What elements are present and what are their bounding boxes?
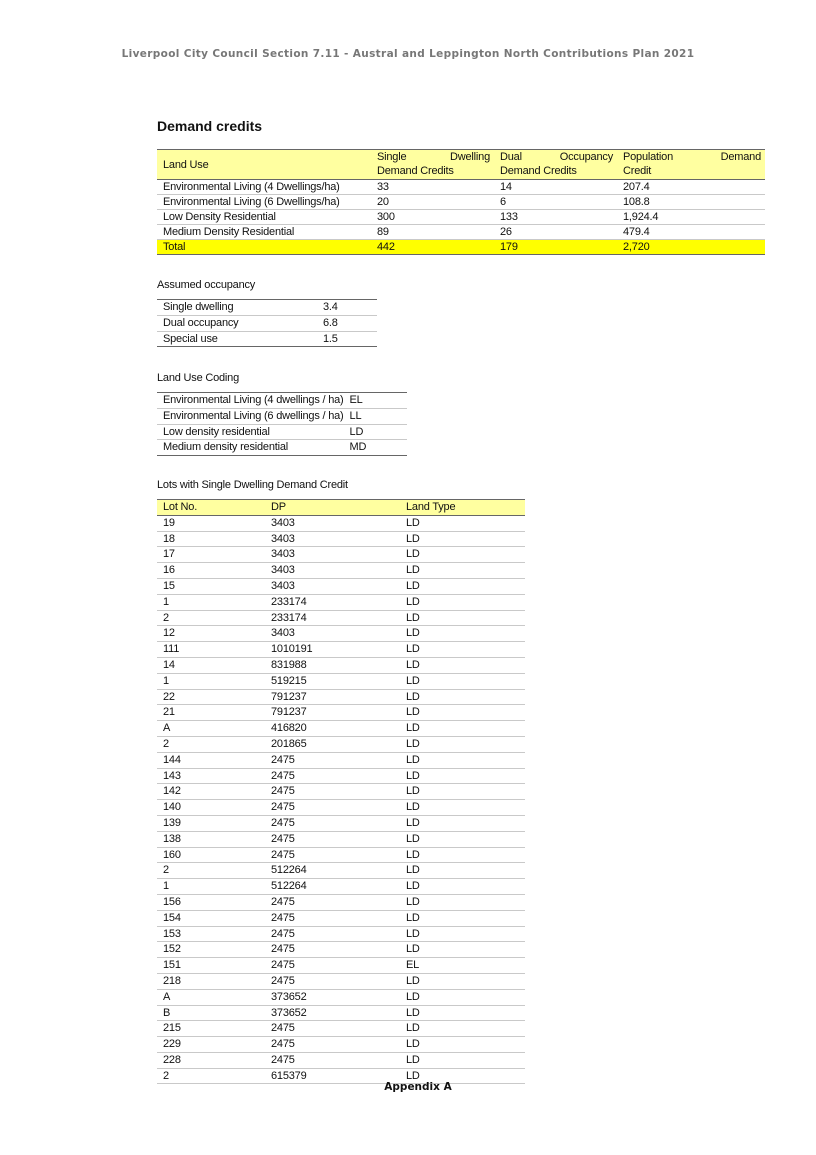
cell-type: LD <box>400 800 525 816</box>
cell-dp: 2475 <box>265 847 400 863</box>
lots-table <box>157 499 525 1084</box>
cell-label: Medium density residential <box>157 440 344 456</box>
cell-lot: 228 <box>157 1052 265 1068</box>
cell-dp: 2475 <box>265 831 400 847</box>
cell-dp: 373652 <box>265 1005 400 1021</box>
cell-dual: 6 <box>494 195 617 210</box>
cell-lot: 160 <box>157 847 265 863</box>
table-row <box>157 705 525 721</box>
table-row <box>157 879 525 895</box>
cell-label: Low density residential <box>157 424 344 440</box>
table-row <box>157 784 525 800</box>
cell-pop: 479.4 <box>617 225 765 240</box>
cell-pop: 108.8 <box>617 195 765 210</box>
cell-type: LD <box>400 879 525 895</box>
cell-lot: 154 <box>157 910 265 926</box>
cell-dp: 2475 <box>265 942 400 958</box>
cell-lot: 22 <box>157 689 265 705</box>
table-row <box>157 440 407 456</box>
header-dual-word-1: Dual <box>500 151 522 163</box>
cell-dp: 201865 <box>265 736 400 752</box>
cell-lot: 138 <box>157 831 265 847</box>
table-row <box>157 673 525 689</box>
total-population: 2,720 <box>617 240 765 255</box>
cell-type: LD <box>400 1068 525 1084</box>
cell-lot: 153 <box>157 926 265 942</box>
table-row <box>157 408 407 424</box>
cell-type: LD <box>400 610 525 626</box>
table-row <box>157 1005 525 1021</box>
cell-dp: 519215 <box>265 673 400 689</box>
land-use-coding-table <box>157 392 407 456</box>
land-use-coding-caption: Land Use Coding <box>157 372 240 384</box>
cell-dual: 133 <box>494 210 617 225</box>
header-dp: DP <box>265 500 400 516</box>
cell-type: LD <box>400 831 525 847</box>
cell-dp: 3403 <box>265 578 400 594</box>
header-land-type: Land Type <box>400 500 525 516</box>
cell-type: LD <box>400 942 525 958</box>
cell-dp: 3403 <box>265 626 400 642</box>
cell-dual: 26 <box>494 225 617 240</box>
cell-dp: 3403 <box>265 547 400 563</box>
table-row <box>157 689 525 705</box>
header-population-demand <box>617 150 765 180</box>
header-single-word-2: Dwelling <box>450 151 490 163</box>
header-pop-word-2: Demand <box>720 151 761 163</box>
header-lot-no: Lot No. <box>157 500 265 516</box>
cell-lot: 2 <box>157 610 265 626</box>
cell-single: 89 <box>371 225 494 240</box>
cell-dp: 2475 <box>265 1052 400 1068</box>
table-row <box>157 831 525 847</box>
table-row <box>157 800 525 816</box>
cell-lot: 18 <box>157 531 265 547</box>
cell-dp: 512264 <box>265 863 400 879</box>
cell-value: 1.5 <box>317 331 377 347</box>
cell-pop: 1,924.4 <box>617 210 765 225</box>
cell-dp: 373652 <box>265 989 400 1005</box>
header-single-dwelling <box>371 150 494 180</box>
cell-type: LD <box>400 563 525 579</box>
cell-lot: A <box>157 989 265 1005</box>
table-row <box>157 1052 525 1068</box>
cell-type: LD <box>400 926 525 942</box>
assumed-occupancy-caption: Assumed occupancy <box>157 279 256 291</box>
header-dual-occupancy <box>494 150 617 180</box>
cell-code: MD <box>344 440 407 456</box>
demand-credits-title: Demand credits <box>157 118 263 134</box>
cell-type: LD <box>400 1037 525 1053</box>
cell-type: LD <box>400 784 525 800</box>
cell-land_use: Environmental Living (4 Dwellings/ha) <box>157 180 371 195</box>
table-row <box>157 657 525 673</box>
header-single-word-3: Demand Credits <box>377 165 454 177</box>
table-row <box>157 815 525 831</box>
table-row <box>157 180 765 195</box>
header-dual-word-2: Occupancy <box>559 151 613 163</box>
cell-type: LD <box>400 515 525 531</box>
table-row <box>157 847 525 863</box>
table-row <box>157 315 377 331</box>
cell-value: 3.4 <box>317 300 377 316</box>
cell-type: LD <box>400 705 525 721</box>
cell-land_use: Environmental Living (6 Dwellings/ha) <box>157 195 371 210</box>
cell-single: 33 <box>371 180 494 195</box>
cell-type: LD <box>400 1005 525 1021</box>
cell-lot: 139 <box>157 815 265 831</box>
cell-type: LD <box>400 547 525 563</box>
table-row <box>157 958 525 974</box>
demand-credits-total-row <box>157 240 765 255</box>
cell-dp: 2475 <box>265 1021 400 1037</box>
cell-land_use: Low Density Residential <box>157 210 371 225</box>
table-row <box>157 642 525 658</box>
cell-dp: 2475 <box>265 768 400 784</box>
lots-caption: Lots with Single Dwelling Demand Credit <box>157 479 348 491</box>
cell-lot: 143 <box>157 768 265 784</box>
page-header: Liverpool City Council Section 7.11 - Austral and Leppington North Contributions Plan 2021 <box>121 48 695 60</box>
cell-lot: B <box>157 1005 265 1021</box>
table-row <box>157 578 525 594</box>
cell-dp: 3403 <box>265 563 400 579</box>
cell-type: LD <box>400 642 525 658</box>
cell-single: 20 <box>371 195 494 210</box>
cell-dp: 2475 <box>265 926 400 942</box>
cell-dp: 3403 <box>265 531 400 547</box>
demand-credits-header-row <box>157 150 765 180</box>
table-row <box>157 225 765 240</box>
cell-lot: 12 <box>157 626 265 642</box>
cell-dp: 2475 <box>265 1037 400 1053</box>
cell-type: LD <box>400 1052 525 1068</box>
cell-type: LD <box>400 973 525 989</box>
cell-type: LD <box>400 752 525 768</box>
cell-lot: 218 <box>157 973 265 989</box>
cell-dp: 2475 <box>265 784 400 800</box>
cell-lot: 1 <box>157 879 265 895</box>
cell-label: Single dwelling <box>157 300 317 316</box>
cell-pop: 207.4 <box>617 180 765 195</box>
table-row <box>157 894 525 910</box>
table-row <box>157 752 525 768</box>
cell-dp: 615379 <box>265 1068 400 1084</box>
table-row <box>157 195 765 210</box>
cell-code: EL <box>344 393 407 409</box>
cell-type: LD <box>400 863 525 879</box>
table-row <box>157 942 525 958</box>
table-row <box>157 973 525 989</box>
cell-lot: 21 <box>157 705 265 721</box>
cell-label: Dual occupancy <box>157 315 317 331</box>
cell-lot: A <box>157 721 265 737</box>
cell-lot: 1 <box>157 594 265 610</box>
cell-lot: 2 <box>157 1068 265 1084</box>
cell-type: LD <box>400 657 525 673</box>
cell-type: LD <box>400 894 525 910</box>
table-row <box>157 531 525 547</box>
cell-type: EL <box>400 958 525 974</box>
table-row <box>157 594 525 610</box>
cell-type: LD <box>400 768 525 784</box>
total-label: Total <box>157 240 371 255</box>
total-dual: 179 <box>494 240 617 255</box>
table-row <box>157 863 525 879</box>
cell-code: LD <box>344 424 407 440</box>
cell-dp: 791237 <box>265 689 400 705</box>
table-row <box>157 926 525 942</box>
assumed-occupancy-table <box>157 299 377 347</box>
cell-dp: 2475 <box>265 958 400 974</box>
table-row <box>157 910 525 926</box>
cell-type: LD <box>400 626 525 642</box>
table-row <box>157 626 525 642</box>
cell-dp: 2475 <box>265 973 400 989</box>
cell-dp: 2475 <box>265 815 400 831</box>
cell-land_use: Medium Density Residential <box>157 225 371 240</box>
table-row <box>157 1037 525 1053</box>
cell-lot: 140 <box>157 800 265 816</box>
cell-dp: 2475 <box>265 800 400 816</box>
cell-lot: 19 <box>157 515 265 531</box>
table-row <box>157 424 407 440</box>
cell-type: LD <box>400 578 525 594</box>
table-row <box>157 736 525 752</box>
cell-dual: 14 <box>494 180 617 195</box>
cell-lot: 2 <box>157 736 265 752</box>
cell-dp: 831988 <box>265 657 400 673</box>
cell-dp: 1010191 <box>265 642 400 658</box>
cell-lot: 1 <box>157 673 265 689</box>
cell-lot: 17 <box>157 547 265 563</box>
cell-lot: 111 <box>157 642 265 658</box>
cell-code: LL <box>344 408 407 424</box>
table-row <box>157 393 407 409</box>
cell-lot: 144 <box>157 752 265 768</box>
table-row <box>157 563 525 579</box>
table-row <box>157 989 525 1005</box>
cell-type: LD <box>400 531 525 547</box>
cell-type: LD <box>400 721 525 737</box>
header-land-use: Land Use <box>157 150 371 180</box>
cell-lot: 142 <box>157 784 265 800</box>
table-row <box>157 331 377 347</box>
cell-lot: 152 <box>157 942 265 958</box>
table-row <box>157 300 377 316</box>
cell-type: LD <box>400 815 525 831</box>
cell-dp: 416820 <box>265 721 400 737</box>
cell-dp: 2475 <box>265 910 400 926</box>
cell-dp: 512264 <box>265 879 400 895</box>
cell-lot: 14 <box>157 657 265 673</box>
cell-lot: 15 <box>157 578 265 594</box>
table-row <box>157 1021 525 1037</box>
header-pop-word-3: Credit <box>623 165 652 177</box>
header-dual-word-3: Demand Credits <box>500 165 577 177</box>
cell-type: LD <box>400 673 525 689</box>
cell-label: Environmental Living (6 dwellings / ha) <box>157 408 344 424</box>
cell-dp: 2475 <box>265 894 400 910</box>
cell-value: 6.8 <box>317 315 377 331</box>
cell-label: Special use <box>157 331 317 347</box>
demand-credits-table <box>157 149 765 255</box>
cell-type: LD <box>400 736 525 752</box>
cell-dp: 3403 <box>265 515 400 531</box>
cell-type: LD <box>400 847 525 863</box>
cell-type: LD <box>400 689 525 705</box>
cell-dp: 2475 <box>265 752 400 768</box>
cell-type: LD <box>400 910 525 926</box>
lots-header-row <box>157 500 525 516</box>
table-row <box>157 515 525 531</box>
cell-dp: 791237 <box>265 705 400 721</box>
cell-lot: 151 <box>157 958 265 974</box>
cell-type: LD <box>400 989 525 1005</box>
header-pop-word-1: Population <box>623 151 673 163</box>
cell-type: LD <box>400 1021 525 1037</box>
cell-lot: 215 <box>157 1021 265 1037</box>
cell-lot: 156 <box>157 894 265 910</box>
table-row <box>157 547 525 563</box>
cell-lot: 2 <box>157 863 265 879</box>
cell-lot: 16 <box>157 563 265 579</box>
cell-lot: 229 <box>157 1037 265 1053</box>
table-row <box>157 768 525 784</box>
page-footer: Appendix A <box>384 1081 452 1093</box>
table-row <box>157 210 765 225</box>
cell-dp: 233174 <box>265 594 400 610</box>
cell-label: Environmental Living (4 dwellings / ha) <box>157 393 344 409</box>
table-row <box>157 610 525 626</box>
cell-type: LD <box>400 594 525 610</box>
header-single-word-1: Single <box>377 151 407 163</box>
table-row <box>157 721 525 737</box>
cell-single: 300 <box>371 210 494 225</box>
cell-dp: 233174 <box>265 610 400 626</box>
total-single: 442 <box>371 240 494 255</box>
